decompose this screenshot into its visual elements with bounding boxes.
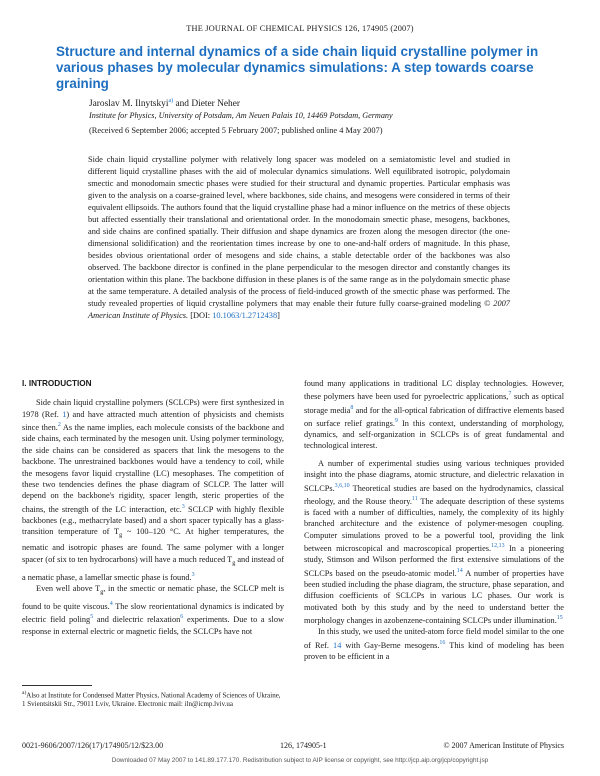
citation-link[interactable]: 15 <box>556 615 563 622</box>
intro-paragraph <box>304 378 564 452</box>
subscript: g <box>100 589 104 596</box>
intro-paragraph <box>304 626 564 662</box>
author-line <box>89 98 240 109</box>
footer-page-number: 126, 174905-1 <box>279 741 327 750</box>
citation-link[interactable]: 7 <box>508 391 512 398</box>
text-run: with Gay-Berne mesogens. <box>341 640 440 650</box>
text-run: and dielectric relaxation <box>93 615 181 625</box>
text-run: In a pioneering study, Stimson and Wilson performed the first extensive simulations of the SCLCPs based on the pseudo-atomic model. <box>304 543 564 578</box>
page-footer <box>22 741 564 750</box>
abstract-text: Side chain liquid crystalline polymer with relatively long spacer was modeled on a semiatomistic level and studied in different liquid crystalline phases with the aid of molecular dynamics simulations. Well equilibrated isotropic, polydomain smectic and monodomain smectic phases were studied for their structural and dynamic properties. Particular emphasis was given to the analysis on a coarse-grained level, where backbones, side chains, and mesogens were considered in terms of their equivalent ellipsoids. The authors found that the liquid crystalline phase had a minor influence on the metrics of these objects but affected essentially their translational and orientational order. In the monodomain smectic phase, mesogens, backbones, and side chains are confined spatially. Their diffusion and shape dynamics are frozen along the mesogen director (the one-dimensional solidification) and the reorientation times increase by one to one-and-half orders of magnitude. In this phase, besides obvious orientational order of mesogens and side chains, a stable detectable order of the backbones was also observed. The backbone director is confined in the plane perpendicular to the mesogen director and constantly changes its orientation within this plane. The backbone diffusion in these planes is of the same range as in the polydomain smectic phase at the same temperature. A detailed analysis of the process of field-induced growth of the smectic phase was performed. The study revealed properties of liquid crystalline polymers that may enable their future fully coarse-grained modeling <box>88 155 510 308</box>
citation-link[interactable]: 12,13 <box>491 543 505 550</box>
doi-prefix: [DOI: <box>188 311 213 320</box>
text-run: ) and have attracted much attention of physicists and chemists since then. <box>22 409 284 432</box>
text-run: In this study, we used the united-atom force field model similar to the one of Ref. <box>304 627 564 650</box>
received-dates: (Received 6 September 2006; accepted 5 February 2007; published online 4 May 2007) <box>89 126 383 135</box>
author-name: Jaroslav M. Ilnytskyi <box>89 99 169 110</box>
affiliation: Institute for Physics, University of Potsdam, Am Neuen Palais 10, 14469 Potsdam, Germany <box>89 111 393 120</box>
author-name: Dieter Neher <box>191 99 241 110</box>
text-run: The slow reorientational dynamics is indicated by electric field poling <box>22 601 284 625</box>
citation-link[interactable]: 3,6,10 <box>334 482 350 489</box>
citation-link[interactable]: 9 <box>394 417 398 424</box>
intro-paragraph <box>22 583 284 637</box>
footer-code: 0021-9606/2007/126(17)/174905/12/$23.00 <box>22 741 164 750</box>
doi-suffix: ] <box>277 311 280 320</box>
text-run: , in the smectic or nematic phase, the SCLCP melt is found to be quite viscous. <box>22 584 284 611</box>
running-head: THE JOURNAL OF CHEMICAL PHYSICS 126, 174905 (2007) <box>186 24 414 33</box>
citation-link[interactable]: 14 <box>456 567 463 574</box>
text-run: found many applications in traditional LC display technologies. However, these polymers have been used for pyroelectric applications, <box>304 379 564 402</box>
citation-link[interactable]: 4 <box>109 601 113 608</box>
text-run: ~ 100–120 °C. At higher temperatures, the nematic and isotropic phases are found. The same polymer with a longer spacer (of six to ten hydrocarbons) will have a much reduced T <box>22 527 284 564</box>
text-run: and instead of a nematic phase, a lamellar smectic phase is found. <box>22 554 285 582</box>
citation-link[interactable]: 2 <box>57 422 61 429</box>
citation-link[interactable]: 14 <box>333 640 342 650</box>
footnote <box>22 689 284 709</box>
footer-copyright: © 2007 American Institute of Physics <box>443 741 564 750</box>
text-run: This kind of modeling has been proven to be efficient in a <box>304 640 564 661</box>
text-run: As the name implies, each molecule consists of the backbone and side chains, each terminated by the mesogen unit. Using polymer terminology, the side chains can be considered as spacers that link the mesogens to the backbone. The unrestrained backbones would have a tendency to coil, while the mesogens favor liquid crystalline (LC) mesophases. The competition of these two tendencies defines the phase diagram of SCLCP. The latter will depend on the backbone's rigidity, spacer length, steric properties of the chains, the strength of the LC interaction, etc. <box>22 422 284 514</box>
footnote-text: Also at Institute for Condensed Matter Physics, National Academy of Sciences of Ukraine, 1 Svientsitskii Str., 79011 Lviv, Ukraine. Electronic mail: iln@icmp.lviv.ua <box>22 691 281 709</box>
left-column <box>22 378 284 637</box>
text-run: A number of experimental studies using various techniques provided insight into the phase diagrams, atomic structure, and dielectric relaxation in SCLCPs. <box>304 458 564 493</box>
subscript: g <box>232 560 236 567</box>
citation-link[interactable]: 11 <box>411 495 418 502</box>
text-run: A number of properties have been studied including the phase diagram, the structure, phase separation, and diffusion coefficients of SCLCPs in various LC phases. Our work is motivated both by this study and by the need to understand better the morphology changes in azobenzene-containing SCLCPs under illumination. <box>304 568 564 625</box>
doi-link[interactable]: 10.1063/1.2712438 <box>212 311 278 320</box>
citation-link[interactable]: 8 <box>350 404 354 411</box>
abstract <box>88 154 510 322</box>
text-run: In this context, understanding of morphology, dynamics, and self-organization in SCLCPs is of great fundamental and technological interest. <box>304 418 564 451</box>
text-run: such as optical storage media <box>304 392 565 415</box>
citation-link[interactable]: 3 <box>181 503 185 510</box>
text-run: Side chain liquid crystalline polymers (SCLCPs) were first synthesized in 1978 (Ref. <box>22 398 284 419</box>
author-connector: and <box>173 99 192 110</box>
intro-paragraph <box>22 397 284 583</box>
text-run: Even well above T <box>36 584 101 594</box>
right-column <box>304 378 564 662</box>
citation-link[interactable]: 5 <box>90 614 94 621</box>
citation-link[interactable]: 6 <box>180 614 184 621</box>
intro-paragraph <box>304 458 564 627</box>
redistribution-notice: Downloaded 07 May 2007 to 141.89.177.170. Redistribution subject to AIP license or copyright, see http://jcp.aip.org/jcp/copyright.jsp <box>111 757 489 764</box>
text-run: The adequate description of these systems is faced with a number of difficulties, namely, the complexity of its highly branched architecture and the existence of polymer-mesogen coupling. Computer simulations proved to be a powerful tool, providing the link between microscopical and macroscopical properties. <box>304 496 564 553</box>
text-run: and for the all-optical fabrication of diffractive elements based on surface relief gratings. <box>304 405 564 428</box>
abstract-copyright: © 2007 American Institute of Physics. <box>88 299 510 320</box>
author-footnote-mark[interactable]: a) <box>168 98 174 104</box>
footnote-divider <box>22 685 92 686</box>
subscript: g <box>119 533 123 540</box>
citation-link[interactable]: 3 <box>191 571 195 578</box>
section-heading: I. INTRODUCTION <box>22 379 92 388</box>
citation-link[interactable]: 16 <box>439 639 446 646</box>
text-run: Theoretical studies are based on the hydrodynamics, classical rheology, and the Rouse theory. <box>304 483 564 506</box>
text-run: experiments. Due to a slow response in external electric or magnetic fields, the SCLCPs have not <box>22 615 284 636</box>
article-title: Structure and internal dynamics of a side chain liquid crystalline polymer in various phases by molecular dynamics simulations: A step towards coarse graining <box>56 44 539 91</box>
footnote-mark: a) <box>22 690 27 696</box>
text-run: SCLCP with highly flexible backbones (e.g., methacrylate based) and a short spacer typically has a glass-transition temperature of T <box>22 504 284 537</box>
citation-link[interactable]: 1 <box>62 409 67 419</box>
